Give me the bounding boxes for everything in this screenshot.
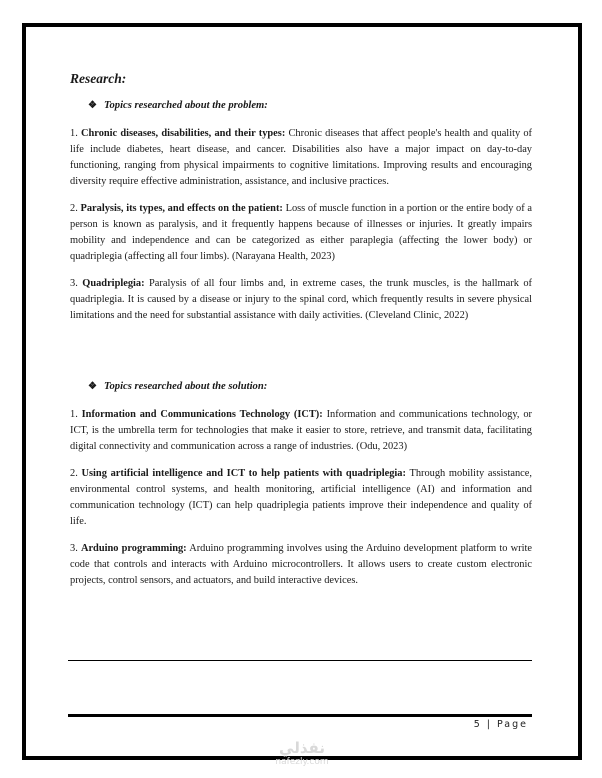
problem-topics-heading-text: Topics researched about the problem: <box>104 100 268 111</box>
solution-item <box>70 407 532 455</box>
item-text: Loss of muscle function in a portion or the entire body of a person is known as paralysis, and it frequently happens because of illnesses or injuries. It greatly impairs mobility and independence and can be categorized as either paraplegia (affecting the lower body) or quadriplegia (affecting all four limbs). (Narayana Health, 2023) <box>70 203 532 262</box>
item-number: 1. <box>70 128 78 139</box>
watermark-latin: nafezly.com <box>275 757 329 767</box>
section-spacer <box>70 335 532 379</box>
footer-rule <box>68 714 532 717</box>
document-body <box>70 70 532 600</box>
item-title: Arduino programming: <box>80 543 187 554</box>
watermark-arabic: نفذلي <box>279 739 325 757</box>
item-title: Using artificial intelligence and ICT to help patients with quadriplegia: <box>81 468 406 479</box>
solution-item <box>70 541 532 589</box>
problem-topics-heading <box>88 98 532 114</box>
item-text: Through mobility assistance, environmental control systems, and health monitoring, artificial intelligence (AI) and information and communication technology (ICT) can help quadriplegia patients improve their independence and quality of life. <box>70 468 532 527</box>
item-title: Chronic diseases, disabilities, and their types: <box>80 128 286 139</box>
item-number: 2. <box>70 468 78 479</box>
page-number: 5 | Page <box>473 719 528 730</box>
problem-item <box>70 276 532 324</box>
problem-item <box>70 201 532 265</box>
section-title: Research: <box>70 71 127 86</box>
watermark <box>262 740 342 768</box>
diamond-bullet-icon: ❖ <box>88 100 97 111</box>
diamond-bullet-icon: ❖ <box>88 381 97 392</box>
solution-topics-heading-text: Topics researched about the solution: <box>104 381 268 392</box>
content-end-rule <box>68 660 532 661</box>
item-number: 3. <box>70 278 78 289</box>
item-text: Chronic diseases that affect people's health and quality of life include diabetes, heart disease, and cancer. Disabilities also have a major impact on day-to-day functioning, ranging from physical impairments to cognitive limitations. Improving results and encouraging diversity require effective administration, assistance, and inclusive practices. <box>70 128 533 187</box>
solution-item <box>70 466 532 530</box>
item-title: Paralysis, its types, and effects on the patient: <box>80 203 283 214</box>
item-title: Quadriplegia: <box>82 278 145 289</box>
item-text: Arduino programming involves using the Arduino development platform to write code that controls and interacts with Arduino microcontrollers. It allows users to create custom electronic projects, control sensors, and actuators, and build interactive devices. <box>70 543 532 586</box>
item-number: 3. <box>70 543 78 554</box>
item-text: Paralysis of all four limbs and, in extreme cases, the trunk muscles, is the hallmark of quadriplegia. It is caused by a disease or injury to the spinal cord, which frequently results in severe physical limitations and the need for substantial assistance with daily activities. (Cleveland Clinic, 2022) <box>70 278 532 321</box>
solution-topics-heading <box>88 379 532 395</box>
problem-item <box>70 126 532 190</box>
item-number: 2. <box>70 203 78 214</box>
item-title: Information and Communications Technology (ICT): <box>81 409 323 420</box>
item-number: 1. <box>70 409 78 420</box>
item-text: Information and communications technology, or ICT, is the umbrella term for technologies that make it easier to store, retrieve, and transmit data, facilitating digital connectivity and communication across a range of industries. (Odu, 2023) <box>70 409 532 452</box>
